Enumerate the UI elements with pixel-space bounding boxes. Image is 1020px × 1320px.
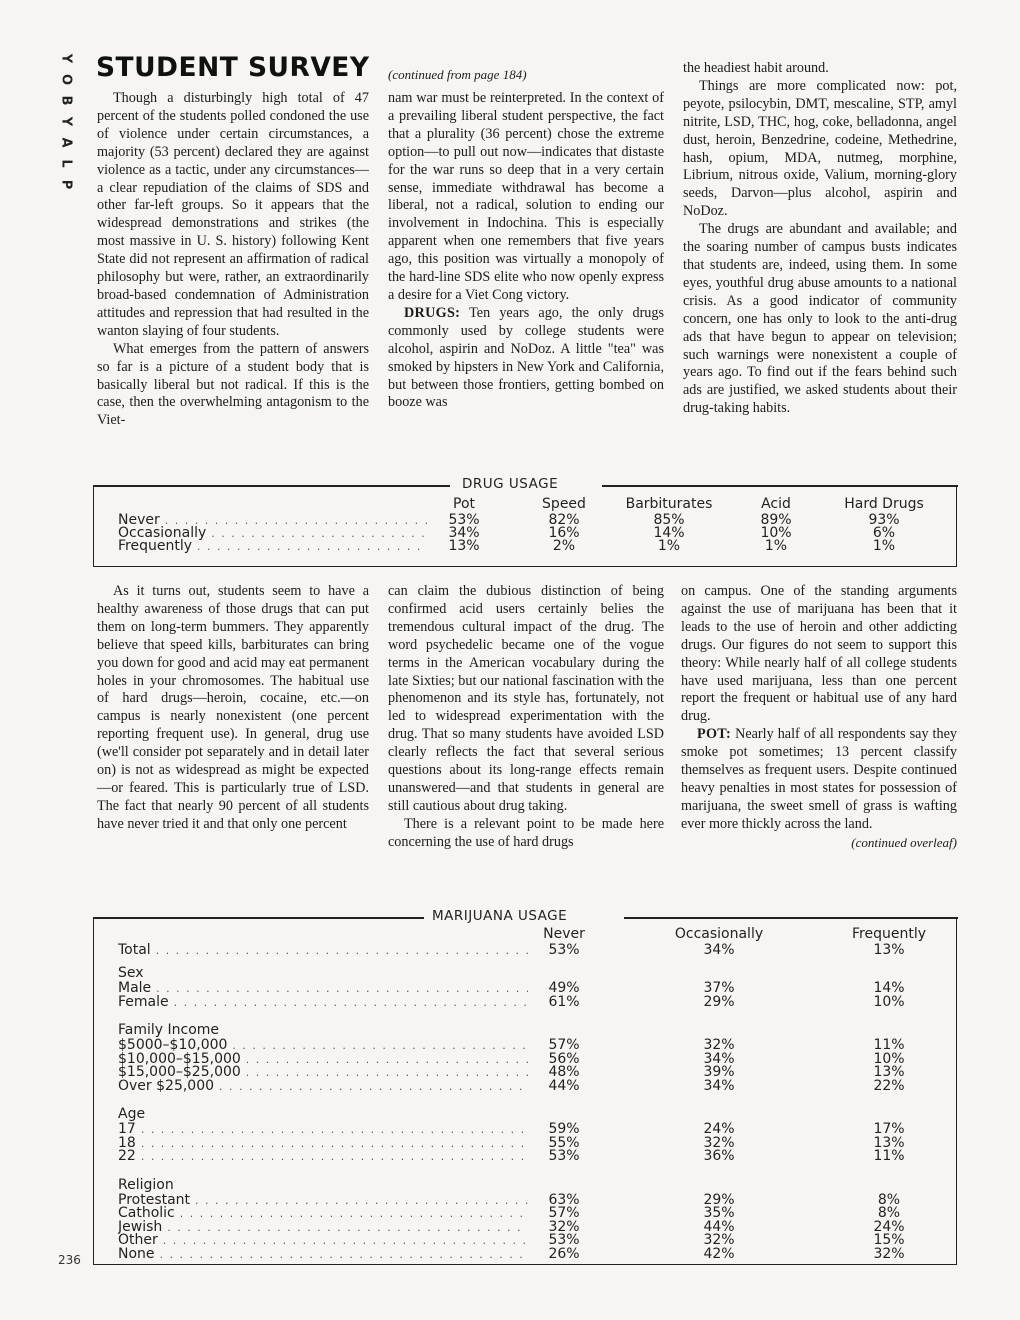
row-label: Frequently . . .	[118, 539, 428, 554]
paragraph: What emerges from the pattern of answers so far is a picture of a student body that is basically liberal but not radical. If this is the case, then the overwhelming antagonism to the Viet-	[97, 340, 369, 429]
continued-from-note: (continued from page 184)	[388, 67, 527, 82]
article-column-3	[683, 60, 957, 418]
table-cell: 29%	[703, 1191, 735, 1208]
logo-letter: Y	[58, 116, 74, 127]
column-header: Barbiturates	[625, 496, 713, 512]
table-cell: 10%	[873, 1050, 905, 1067]
article-title: STUDENT SURVEY	[96, 52, 370, 83]
column-header: Frequently	[851, 926, 926, 942]
group-heading: Age	[118, 1106, 146, 1122]
table-cell: 48%	[548, 1064, 580, 1080]
table-cell: 15%	[873, 1232, 905, 1248]
table-cell: 42%	[703, 1245, 735, 1262]
paragraph: the headiest habit around.	[683, 60, 829, 76]
table-cell: 26%	[548, 1245, 580, 1262]
logo-letter: Y	[58, 53, 74, 64]
table-cell: 11%	[873, 1037, 905, 1053]
table-cell: 44%	[548, 1077, 580, 1094]
article-column-2	[388, 67, 664, 412]
row-label: 22 . . .	[118, 1149, 528, 1164]
paragraph: on campus. One of the standing arguments against the use of marijuana has been that it leads to the use of heroin and other addicting drugs. Our figures do not seem to support this theory: While nearly half of all college students have used marijuana, less than one percent report the frequent or habitual use of any hard drug.	[681, 583, 957, 725]
row-label: $15,000–$25,000 . . .	[118, 1065, 528, 1080]
row-label: Jewish . . .	[118, 1220, 528, 1235]
table-cell: 63%	[548, 1191, 580, 1208]
table-cell: 32%	[703, 1134, 735, 1151]
article-column-4	[97, 583, 369, 834]
table-cell: 82%	[548, 512, 580, 528]
column-header: Hard Drugs	[844, 496, 924, 512]
paragraph	[681, 726, 957, 833]
table-cell: 44%	[703, 1218, 735, 1235]
table-cell: 8%	[877, 1191, 901, 1208]
table-cell: 11%	[873, 1148, 905, 1164]
table-cell: 53%	[548, 1232, 580, 1248]
table-cell: 32%	[873, 1245, 905, 1262]
row-label: Protestant . . .	[118, 1193, 528, 1208]
table-cell: 37%	[703, 980, 735, 996]
table-cell: 32%	[548, 1218, 580, 1235]
table-cell: 1%	[657, 538, 681, 554]
logo-letter: L	[58, 159, 74, 168]
table-cell: 32%	[703, 1037, 735, 1053]
table-cell: 36%	[703, 1148, 735, 1164]
table-cell: 34%	[703, 1050, 735, 1067]
logo-letter: P	[58, 179, 74, 190]
table-cell: 53%	[548, 942, 580, 958]
magazine-sidebar-logo	[58, 48, 74, 195]
row-label: Other . . .	[118, 1233, 528, 1248]
table-cell: 24%	[873, 1218, 905, 1235]
paragraph: As it turns out, students seem to have a healthy awareness of those drugs that can put them on long-term bummers. They apparently believe that speed kills, barbiturates can bring you down for good and acid may eat permanent holes in your chromosomes. The habitual use of hard drugs—heroin, cocaine, etc.—on campus is nearly nonexistent (one percent reporting frequent use). In general, drug use (we'll consider pot separately and in detail later on) is not as widespread as might be expected—or feared. This is particularly true of LSD. The fact that nearly 90 percent of all students have never tried it and that only one percent	[97, 583, 369, 832]
table-cell: 49%	[548, 980, 580, 996]
table-cell: 56%	[548, 1050, 580, 1067]
column-header: Acid	[761, 496, 791, 512]
table-cell: 2%	[552, 538, 576, 554]
table-caption: MARIJUANA USAGE	[432, 908, 568, 924]
table-cell: 17%	[873, 1121, 905, 1137]
table-cell: 34%	[448, 525, 480, 541]
table-cell: 35%	[703, 1205, 735, 1221]
logo-letter: A	[58, 137, 74, 148]
row-label: Catholic . . .	[118, 1206, 528, 1221]
row-label: $10,000–$15,000 . . .	[118, 1052, 528, 1067]
table-cell: 57%	[548, 1037, 580, 1053]
table-cell: 39%	[703, 1064, 735, 1080]
marijuana-usage-table	[93, 908, 957, 1265]
row-label: Male . . .	[118, 981, 528, 996]
table-cell: 16%	[548, 525, 580, 541]
table-cell: 1%	[764, 538, 788, 554]
table-cell: 10%	[760, 525, 792, 541]
table-cell: 53%	[548, 1148, 580, 1164]
paragraph: nam war must be reinterpreted. In the context of a prevailing liberal student perspective, the fact that a plurality (36 percent) chose the extreme option—to pull out now—indicates that distaste for the war runs so deep that in a very certain sense, immediate withdrawal has become a liberal, not a radical, solution to ending our involvement in Indochina. This is especially apparent when one remembers that five years ago, this position was virtually a monopoly of the hard-line SDS elite who now openly express a desire for a Viet Cong victory.	[388, 90, 664, 303]
paragraph-text: Nearly half of all respondents say they smoke pot sometimes; 13 percent classify themselves as frequent users. Despite continued heavy penalties in most states for possession of marijuana, the sweet smell of grass is wafting ever more thickly across the land.	[681, 726, 957, 832]
column-header: Pot	[453, 496, 475, 512]
paragraph	[388, 305, 664, 412]
table-cell: 14%	[653, 525, 685, 541]
table-cell: 13%	[873, 942, 905, 958]
paragraph-text: Ten years ago, the only drugs commonly used by college students were alcohol, aspirin and NoDoz. A little "tea" was smoked by hipsters in New York and California, but between those frontiers, getting bombed on booze was	[388, 304, 664, 411]
table-cell: 6%	[872, 525, 896, 541]
paragraph: The drugs are abundant and available; and the soaring number of campus busts indicates that students are, indeed, using them. In some eyes, youthful drug abuse amounts to a national crisis. As a good indicator of community concern, one has only to look to the anti-drug ads that have begun to appear on television; such warnings were nonexistent a couple of years ago. To find out if the fears behind such ads are justified, we asked students about their drug-taking habits.	[683, 221, 957, 417]
table-cell: 24%	[703, 1121, 735, 1137]
paragraph: There is a relevant point to be made here concerning the use of hard drugs	[388, 815, 664, 850]
table-cell: 8%	[877, 1205, 901, 1221]
logo-letter: O	[58, 73, 74, 86]
table-cell: 29%	[703, 993, 735, 1010]
table-cell: 93%	[868, 512, 900, 528]
row-label: Over $25,000 . . .	[118, 1079, 528, 1094]
paragraph: Though a disturbingly high total of 47 percent of the students polled condoned the use of violence under certain circumstances, a majority (53 percent) declared they are against violence as a tactic, under any circumstances—a clear repudiation of the claims of SDS and other far-left groups. So it appears that the widespread demonstrations and strikes (the most massive in U. S. history) following Kent State did not represent an affirmation of radical philosophy but were, rather, an extraordinarily broad-based condemnation of Administration attitudes and repression that had resulted in the wanton slaying of four students.	[97, 90, 369, 339]
row-label: Female . . .	[118, 995, 528, 1010]
logo-letter: B	[58, 95, 74, 106]
table-cell: 13%	[873, 1064, 905, 1080]
drug-usage-table	[93, 476, 957, 567]
article-column-6	[681, 583, 957, 852]
table-cell: 1%	[872, 538, 896, 554]
table-cell: 22%	[873, 1077, 905, 1094]
table-cell: 10%	[873, 993, 905, 1010]
table-cell: 85%	[653, 512, 685, 528]
group-heading: Family Income	[118, 1022, 220, 1038]
table-cell: 57%	[548, 1205, 580, 1221]
row-label: None . . .	[118, 1247, 528, 1262]
row-label: 17 . . .	[118, 1122, 528, 1137]
column-header: Never	[543, 926, 585, 942]
paragraph: can claim the dubious distinction of being confirmed acid users certainly belies the tremendous cultural impact of the drug. The word psychedelic became one of the vogue terms in the American vocabulary during the late Sixties; but our national fascination with the phenomenon and its style has, fortunately, not led to widespread experimentation with the drug. That so many students have avoided LSD clearly reflects the fact that several serious questions about its long-range effects remain unanswered—and that students in general are still cautious about drug taking.	[388, 583, 664, 814]
group-heading: Sex	[118, 965, 144, 981]
section-kicker: POT:	[697, 726, 732, 743]
page-number: 236	[58, 1253, 81, 1267]
row-label: $5000–$10,000 . . .	[118, 1038, 528, 1053]
table-cell: 53%	[448, 512, 480, 528]
column-header: Occasionally	[674, 926, 764, 942]
table-caption: DRUG USAGE	[462, 476, 559, 492]
table-cell: 89%	[760, 512, 792, 528]
continued-overleaf-note: (continued overleaf)	[851, 834, 957, 850]
row-label: 18 . . .	[118, 1136, 528, 1151]
table-cell: 14%	[873, 980, 905, 996]
article-column-1	[97, 90, 369, 430]
table-cell: 13%	[448, 538, 480, 554]
table-cell: 59%	[548, 1121, 580, 1137]
group-heading: Religion	[118, 1176, 174, 1193]
paragraph: Things are more complicated now: pot, peyote, psilocybin, DMT, mescaline, STP, amyl nitrite, LSD, THC, hog, coke, belladonna, angel dust, heroin, Benzedrine, codeine, Methedrine, hash, opium, MDA, nutmeg, morphine, Librium, nitrous oxide, Valium, morning-glory seeds, Darvon—plus alcohol, aspirin and NoDoz.	[683, 77, 957, 220]
table-cell: 34%	[703, 1077, 735, 1094]
column-header: Speed	[542, 496, 586, 512]
table-cell: 55%	[548, 1134, 580, 1151]
table-cell: 13%	[873, 1134, 905, 1151]
row-label: Total . . .	[118, 943, 528, 958]
table-cell: 32%	[703, 1232, 735, 1248]
row-label: Occasionally . . .	[118, 526, 428, 541]
table-cell: 34%	[703, 942, 735, 958]
table-cell: 61%	[548, 993, 580, 1010]
section-kicker: DRUGS:	[404, 304, 461, 321]
row-label: Never . . .	[118, 513, 428, 528]
article-column-5	[388, 583, 664, 852]
